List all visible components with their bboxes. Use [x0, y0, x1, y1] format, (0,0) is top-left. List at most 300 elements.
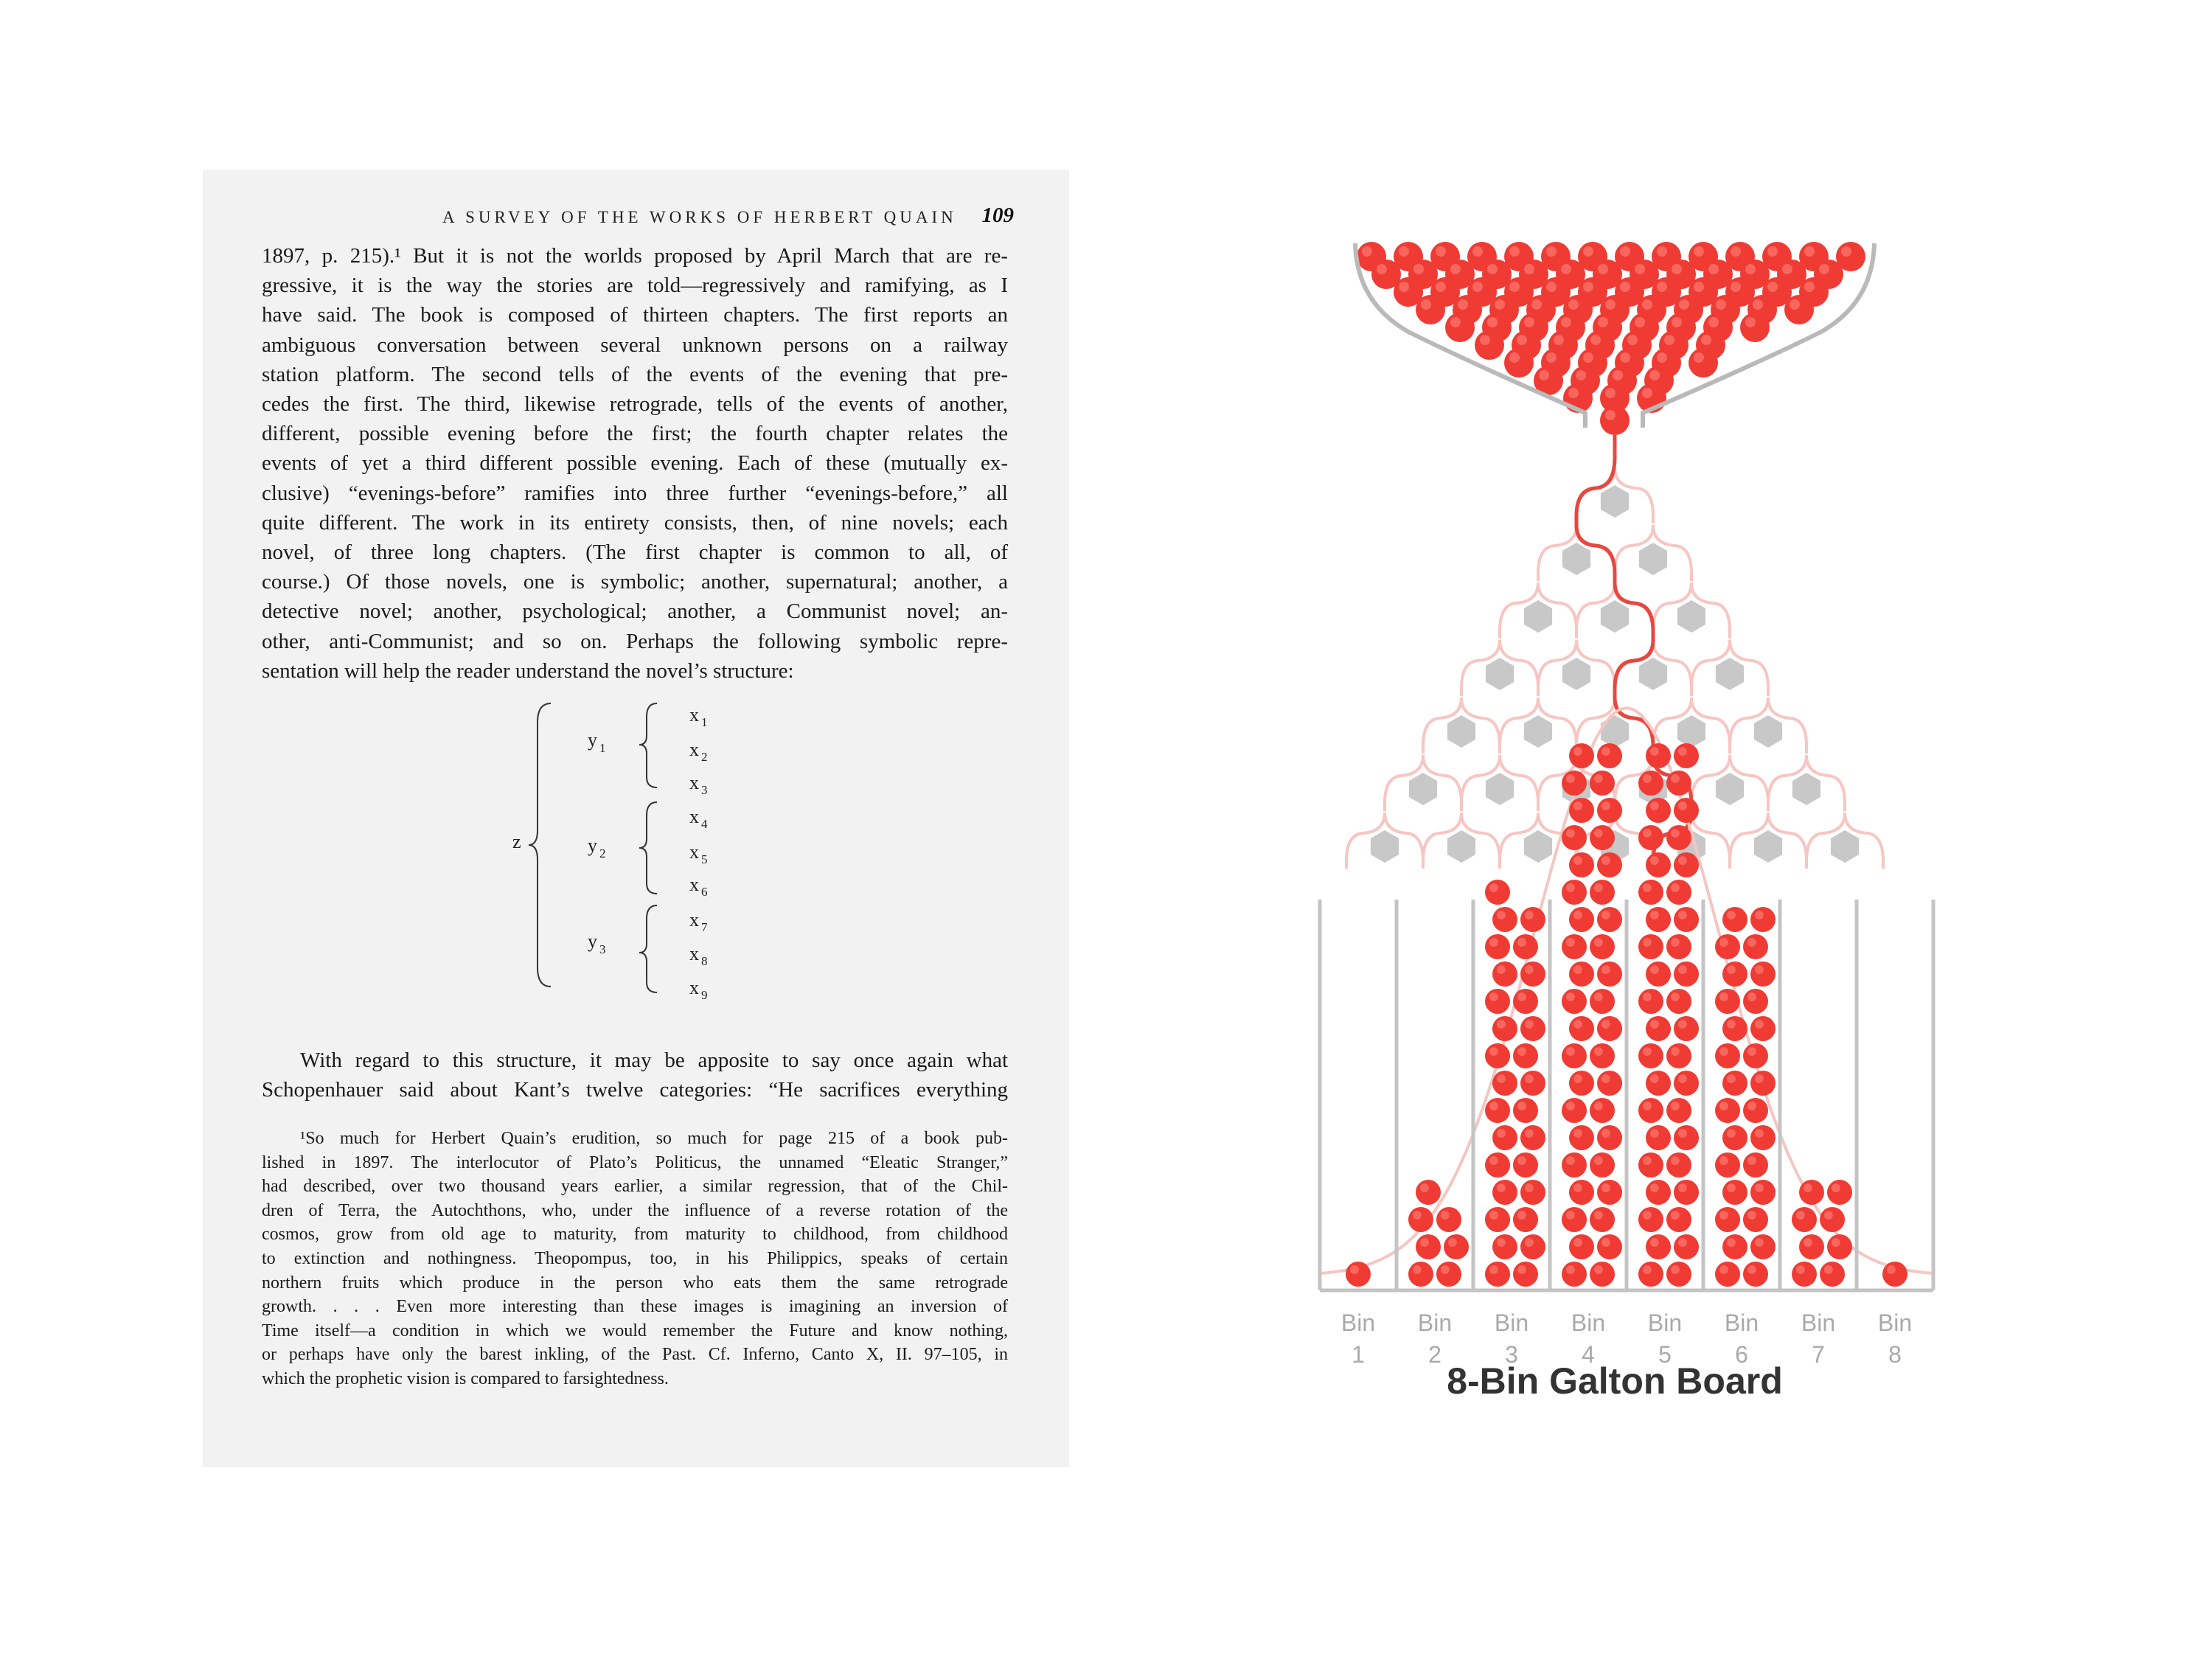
ball-shine [1643, 1211, 1652, 1220]
ball [1597, 798, 1622, 823]
bin-label-number: 2 [1428, 1341, 1441, 1368]
ball-body [1590, 825, 1615, 850]
ball-shine [1524, 317, 1534, 327]
ball-body [1569, 1180, 1594, 1205]
ball-shine [1650, 1129, 1659, 1138]
ball-shine [1546, 282, 1557, 292]
ball-body [1597, 907, 1622, 932]
ball-shine [1643, 883, 1652, 892]
ball [1722, 1180, 1747, 1205]
ball [1562, 989, 1587, 1014]
ball-shine [1643, 992, 1652, 1001]
ball-body [1674, 852, 1699, 877]
ball [1722, 1125, 1747, 1150]
ball-shine [1635, 317, 1645, 327]
ball-body [1646, 1016, 1671, 1041]
peg [1601, 715, 1629, 748]
ball-body [1569, 961, 1594, 987]
ball-shine [1745, 317, 1756, 327]
ball [1569, 1071, 1594, 1096]
ball-body [1646, 743, 1671, 768]
text-line: clusive) “evenings-before” ramifies into three further “evenings-before,” all [262, 481, 1008, 505]
ball-shine [1517, 992, 1526, 1001]
ball-shine [1727, 1129, 1736, 1138]
book-page [203, 170, 1069, 1467]
ball [1750, 1180, 1775, 1205]
ball-shine [1472, 282, 1483, 292]
ball-shine [1731, 282, 1741, 292]
ball [1784, 295, 1814, 324]
ball-shine [1643, 829, 1652, 838]
ball [1513, 934, 1538, 959]
ball-body [1722, 1071, 1747, 1096]
ball-shine [1642, 388, 1652, 398]
ball [1569, 961, 1594, 987]
ball [1520, 1180, 1545, 1205]
branch-label-2: y [588, 835, 597, 856]
ball [1827, 1180, 1852, 1205]
running-head [354, 202, 1014, 232]
branch-brace-1 [639, 703, 657, 787]
ball-shine [1517, 1047, 1526, 1056]
ball-shine [1678, 1020, 1687, 1029]
ball-body [1485, 1262, 1510, 1287]
ball-shine [1643, 1102, 1652, 1110]
ball-body [1666, 825, 1691, 850]
ball [1445, 313, 1475, 342]
ball-shine [1755, 1238, 1764, 1247]
ball-shine [1824, 1211, 1833, 1220]
ball-body [1715, 1262, 1740, 1287]
peg [1677, 600, 1705, 633]
ball-shine [1566, 1102, 1575, 1110]
bin-label-word: Bin [1494, 1310, 1529, 1336]
ball-shine [1678, 856, 1687, 865]
ball-body [1820, 1262, 1845, 1287]
ball-shine [1489, 1211, 1498, 1220]
ball-shine [1480, 335, 1490, 345]
ball [1475, 330, 1504, 360]
footnote-line: had described, over two thousand years earlier, a similar regression, that of the Chil- [262, 1177, 1008, 1197]
ball-body [1562, 989, 1587, 1014]
ball-shine [1517, 335, 1527, 345]
ball-body [1520, 1071, 1545, 1096]
peg [1792, 773, 1820, 805]
ball-shine [1497, 1074, 1506, 1083]
ball-shine [1755, 1020, 1764, 1029]
ball-shine [1546, 246, 1557, 257]
ball-shine [1727, 965, 1736, 974]
ball [1590, 1098, 1615, 1123]
ball-shine [1517, 1156, 1526, 1165]
ball-shine [1601, 965, 1610, 974]
ball-shine [1525, 965, 1534, 974]
ball-body [1638, 1043, 1663, 1068]
ball-shine [1678, 1074, 1687, 1083]
ball-shine [1594, 992, 1603, 1001]
ball-shine [1650, 1074, 1659, 1083]
ball-shine [1671, 992, 1680, 1001]
ball-body [1597, 743, 1622, 768]
ball-shine [1594, 1156, 1603, 1165]
ball-shine [1489, 883, 1498, 892]
ball-body [1792, 1207, 1817, 1232]
ball-body [1666, 934, 1691, 959]
ball-shine [1643, 938, 1652, 947]
ball-body [1513, 1207, 1538, 1232]
ball-body [1492, 907, 1517, 932]
ball-shine [1573, 856, 1582, 865]
ball-body [1590, 934, 1615, 959]
bin-label-number: 5 [1658, 1341, 1672, 1368]
ball-shine [1671, 774, 1680, 783]
ball-body [1820, 1207, 1845, 1232]
ball [1590, 1152, 1615, 1178]
ball-shine [1782, 264, 1792, 274]
ball-shine [1525, 1074, 1534, 1083]
ball-shine [1657, 246, 1667, 257]
bin-label-number: 8 [1888, 1341, 1902, 1368]
ball-shine [1583, 246, 1593, 257]
peg [1524, 715, 1552, 748]
ball [1569, 907, 1594, 932]
ball-shine [1497, 1238, 1506, 1247]
ball-body [1600, 406, 1630, 435]
peg [1716, 658, 1744, 690]
ball-body [1416, 295, 1445, 324]
ball [1513, 1152, 1538, 1178]
ball [1715, 1262, 1740, 1287]
ball-shine [1450, 264, 1461, 274]
ball-body [1562, 880, 1587, 905]
ball-body [1485, 1152, 1510, 1178]
ball-body [1590, 1043, 1615, 1068]
ball [1638, 1262, 1663, 1287]
footnote-line: lished in 1897. The interlocutor of Plato’s Politicus, the unnamed “Eleatic Stranger,” [262, 1152, 1008, 1172]
ball-shine [1594, 1102, 1603, 1110]
ball-body [1569, 798, 1594, 823]
ball-shine [1413, 264, 1424, 274]
ball [1520, 1016, 1545, 1041]
ball-shine [1420, 1183, 1429, 1192]
ball-shine [1672, 317, 1682, 327]
ball-body [1715, 989, 1740, 1014]
ball-shine [1620, 282, 1630, 292]
ball-shine [1747, 1047, 1756, 1056]
ball [1715, 1098, 1740, 1123]
ball-body [1638, 771, 1663, 796]
ball-body [1597, 1234, 1622, 1259]
ball-body [1590, 1098, 1615, 1123]
ball-body [1562, 1207, 1587, 1232]
peg [1639, 658, 1667, 690]
ball [1590, 880, 1615, 905]
ball-shine [1678, 1238, 1687, 1247]
peg [1639, 543, 1667, 575]
ball-shine [1450, 317, 1461, 327]
ball-shine [1573, 911, 1582, 919]
ball-body [1569, 1234, 1594, 1259]
ball-body [1688, 348, 1718, 378]
structure-diagram [512, 700, 748, 1040]
ball [1646, 852, 1671, 877]
ball-body [1416, 1180, 1441, 1205]
ball [1562, 934, 1587, 959]
ball [1674, 1234, 1699, 1259]
ball-shine [1448, 1238, 1457, 1247]
ball-shine [1566, 829, 1575, 838]
ball [1590, 1262, 1615, 1287]
ball-body [1638, 1207, 1663, 1232]
ball [1638, 771, 1663, 796]
ball-shine [1441, 1265, 1450, 1274]
ball-body [1674, 1125, 1699, 1150]
ball [1638, 1207, 1663, 1232]
ball-shine [1719, 1265, 1728, 1274]
ball [1799, 1234, 1824, 1259]
ball-body [1666, 989, 1691, 1014]
ball-shine [1671, 1211, 1680, 1220]
leaf-label: x [689, 977, 699, 998]
ball [1799, 1180, 1824, 1205]
ball-body [1638, 1262, 1663, 1287]
ball [1792, 1207, 1817, 1232]
ball [1597, 1125, 1622, 1150]
ball-shine [1566, 883, 1575, 892]
ball [1520, 1234, 1545, 1259]
ball-shine [1594, 1265, 1603, 1274]
ball-body [1520, 1234, 1545, 1259]
ball-shine [1678, 965, 1687, 974]
ball-body [1799, 1234, 1824, 1259]
ball-shine [1719, 1047, 1728, 1056]
footnote-line: to extinction and nothingness. Theopompus, too, in his Philippics, speaks of certain [262, 1248, 1008, 1268]
ball-shine [1620, 246, 1630, 257]
ball-shine [1804, 282, 1815, 292]
ball-body [1590, 1207, 1615, 1232]
ball [1743, 1262, 1768, 1287]
ball-shine [1671, 1047, 1680, 1056]
leaf-label: x [689, 841, 699, 863]
text-line: With regard to this structure, it may be apposite to say once again what [300, 1048, 1008, 1072]
bin-label-word: Bin [1340, 1310, 1376, 1336]
peg [1831, 830, 1859, 863]
ball-body [1666, 1262, 1691, 1287]
ball-shine [1517, 1211, 1526, 1220]
ball [1485, 934, 1510, 959]
ball [1646, 1180, 1671, 1205]
ball-shine [1605, 388, 1615, 398]
ball-body [1492, 1071, 1517, 1096]
ball-shine [1719, 1211, 1728, 1220]
ball-body [1346, 1262, 1371, 1287]
ball-shine [1598, 264, 1608, 274]
ball [1597, 743, 1622, 768]
peg [1524, 600, 1552, 633]
ball-shine [1573, 1074, 1582, 1083]
peg [1562, 658, 1590, 690]
ball-shine [1650, 911, 1659, 919]
ball-body [1674, 907, 1699, 932]
ball-body [1666, 1152, 1691, 1178]
ball-shine [1568, 299, 1579, 310]
ball-shine [1566, 1156, 1575, 1165]
ball-body [1674, 798, 1699, 823]
ball-body [1674, 743, 1699, 768]
ball-shine [1497, 1129, 1506, 1138]
ball-body [1590, 989, 1615, 1014]
ball-body [1722, 1016, 1747, 1041]
ball-shine [1727, 1238, 1736, 1247]
ball-body [1520, 1125, 1545, 1150]
ball [1492, 961, 1517, 987]
ball-shine [1727, 1074, 1736, 1083]
text-line: cedes the first. The third, likewise retrograde, tells of the events of another, [262, 392, 1008, 417]
footnote [262, 1127, 1008, 1391]
ball-body [1666, 771, 1691, 796]
ball-shine [1727, 1020, 1736, 1029]
ball-shine [1573, 1183, 1582, 1192]
ball [1492, 1234, 1517, 1259]
leaf-label: x [689, 874, 699, 895]
ball-body [1638, 880, 1663, 905]
ball-shine [1524, 264, 1534, 274]
ball [1666, 1152, 1691, 1178]
ball-shine [1598, 317, 1608, 327]
ball-body [1485, 1207, 1510, 1232]
ball-shine [1377, 264, 1387, 274]
ball-body [1722, 961, 1747, 987]
bin-label-word: Bin [1417, 1310, 1453, 1336]
ball-shine [1489, 992, 1498, 1001]
ball-shine [1753, 299, 1763, 310]
ball-body [1750, 1234, 1775, 1259]
leaf-sub: 8 [701, 954, 708, 968]
leaf-label: x [689, 909, 699, 931]
ball-body [1590, 880, 1615, 905]
ball-shine [1767, 246, 1778, 257]
ball-shine [1672, 264, 1682, 274]
ball-body [1743, 1098, 1768, 1123]
ball-shine [1576, 370, 1586, 380]
peg [1754, 830, 1782, 863]
ball-shine [1819, 264, 1829, 274]
ball-shine [1671, 829, 1680, 838]
bin-label-word: Bin [1801, 1310, 1836, 1336]
ball-shine [1362, 246, 1372, 257]
ball-body [1646, 1180, 1671, 1205]
leaf-label: x [689, 806, 699, 827]
ball-body [1674, 961, 1699, 987]
ball [1569, 798, 1594, 823]
leaf-label: x [689, 704, 699, 726]
ball-shine [1657, 352, 1667, 363]
leaf-sub: 9 [701, 988, 708, 1002]
galton-board-figure [1298, 214, 1913, 1453]
ball-shine [1487, 317, 1498, 327]
leaf-sub: 5 [701, 852, 708, 866]
ball-shine [1573, 747, 1582, 756]
ball [1666, 1207, 1691, 1232]
ball-shine [1727, 911, 1736, 919]
ball [1416, 1234, 1441, 1259]
ball [1715, 1207, 1740, 1232]
leaf-sub: 1 [701, 715, 708, 729]
ball-shine [1671, 1265, 1680, 1274]
ball-body [1638, 825, 1663, 850]
ball-body [1799, 1180, 1824, 1205]
ball [1638, 934, 1663, 959]
ball-body [1485, 1098, 1510, 1123]
ball-body [1513, 1043, 1538, 1068]
ball-shine [1566, 1211, 1575, 1220]
ball-body [1562, 771, 1587, 796]
ball-body [1750, 961, 1775, 987]
bin-labels [1341, 1310, 1912, 1368]
ball-shine [1594, 774, 1603, 783]
ball-shine [1601, 911, 1610, 919]
ball-body [1444, 1234, 1469, 1259]
footnote-line: Time itself—a condition in which we would remember the Future and know nothing, [262, 1321, 1008, 1340]
ball [1666, 771, 1691, 796]
bin-label-number: 6 [1735, 1341, 1748, 1368]
ball-shine [1747, 992, 1756, 1001]
ball-shine [1832, 1238, 1840, 1247]
ball-body [1513, 1262, 1538, 1287]
ball-shine [1804, 1183, 1812, 1192]
leaf-label: x [689, 739, 699, 760]
branch-label-1: y [588, 729, 597, 751]
ball-shine [1350, 1265, 1359, 1274]
ball-shine [1716, 299, 1726, 310]
ball-shine [1583, 352, 1593, 363]
ball-body [1416, 1234, 1441, 1259]
ball-shine [1489, 1265, 1498, 1274]
ball-shine [1525, 1129, 1534, 1138]
ball-shine [1436, 282, 1446, 292]
footnote-line: dren of Terra, the Autochthons, who, under the influence of a reverse rotation of the [262, 1200, 1008, 1220]
ball-body [1722, 1180, 1747, 1205]
ball-body [1743, 1043, 1768, 1068]
ball-shine [1671, 1102, 1680, 1110]
ball-body [1492, 1180, 1517, 1205]
ball [1597, 1180, 1622, 1205]
ball-body [1597, 961, 1622, 987]
ball [1750, 1016, 1775, 1041]
ball [1485, 989, 1510, 1014]
ball-shine [1436, 246, 1446, 257]
peg [1677, 715, 1705, 748]
ball-body [1674, 1016, 1699, 1041]
ball [1638, 1098, 1663, 1123]
peg [1754, 715, 1782, 748]
ball-body [1715, 1152, 1740, 1178]
ball-body [1504, 348, 1534, 378]
text-line: Schopenhauer said about Kant’s twelve categories: “He sacrifices everything [262, 1078, 1008, 1102]
ball [1674, 1071, 1699, 1096]
ball [1597, 852, 1622, 877]
ball-shine [1489, 1102, 1498, 1110]
text-line: quite different. The work in its entirety consists, then, of nine novels; each [262, 510, 1008, 535]
ball-body [1513, 989, 1538, 1014]
ball [1715, 934, 1740, 959]
ball-shine [1497, 911, 1506, 919]
ball-body [1646, 1125, 1671, 1150]
ball-body [1715, 1098, 1740, 1123]
ball-shine [1701, 335, 1711, 345]
ball-shine [1755, 1183, 1764, 1192]
ball-shine [1650, 1183, 1659, 1192]
